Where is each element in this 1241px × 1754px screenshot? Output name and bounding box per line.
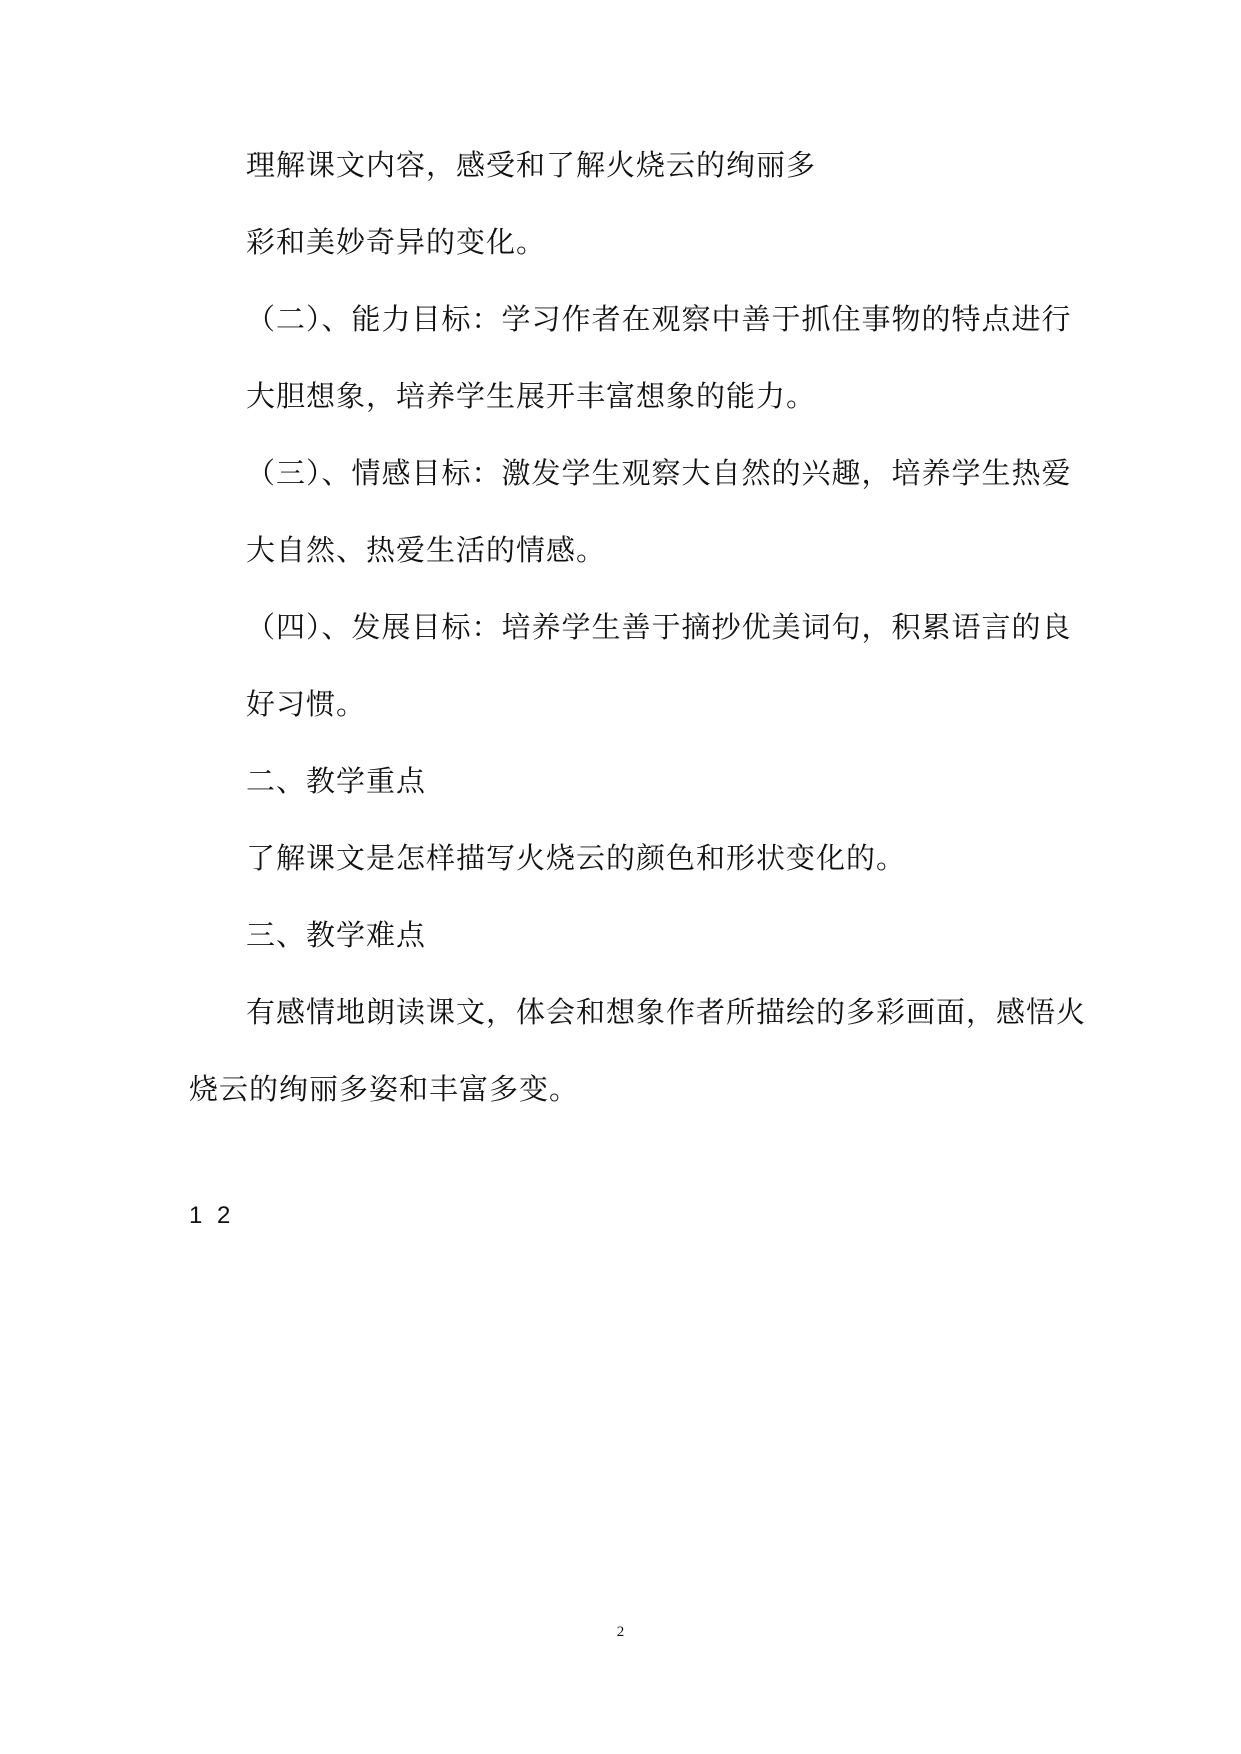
- objective-text-line-2: 彩和美妙奇异的变化。: [246, 225, 547, 259]
- page-number: 2: [616, 1624, 625, 1640]
- key-points-text: 了解课文是怎样描写火烧云的颜色和形状变化的。: [246, 841, 907, 875]
- ability-goal-line-2: 大胆想象，培养学生展开丰富想象的能力。: [246, 379, 817, 413]
- development-goal-line-1: （四）、发展目标：培养学生善于摘抄优美词句，积累语言的良: [246, 610, 1072, 644]
- difficulties-text-line-1: 有感情地朗读课文，体会和想象作者所描绘的多彩画面，感悟火: [246, 995, 1087, 1029]
- ability-goal-line-1: （二）、能力目标：学习作者在观察中善于抓住事物的特点进行: [246, 302, 1072, 336]
- emotion-goal-line-2: 大自然、热爱生活的情感。: [246, 533, 607, 567]
- objective-text-line-1: 理解课文内容，感受和了解火烧云的绚丽多: [246, 148, 817, 182]
- development-goal-line-2: 好习惯。: [246, 687, 367, 721]
- section-heading-difficulties: 三、教学难点: [246, 918, 427, 952]
- difficulties-text-line-2: 烧云的绚丽多姿和丰富多变。: [189, 1072, 580, 1106]
- stray-number-text: 1 2: [189, 1202, 235, 1229]
- emotion-goal-line-1: （三）、情感目标：激发学生观察大自然的兴趣，培养学生热爱: [246, 456, 1072, 490]
- section-heading-key-points: 二、教学重点: [246, 764, 427, 798]
